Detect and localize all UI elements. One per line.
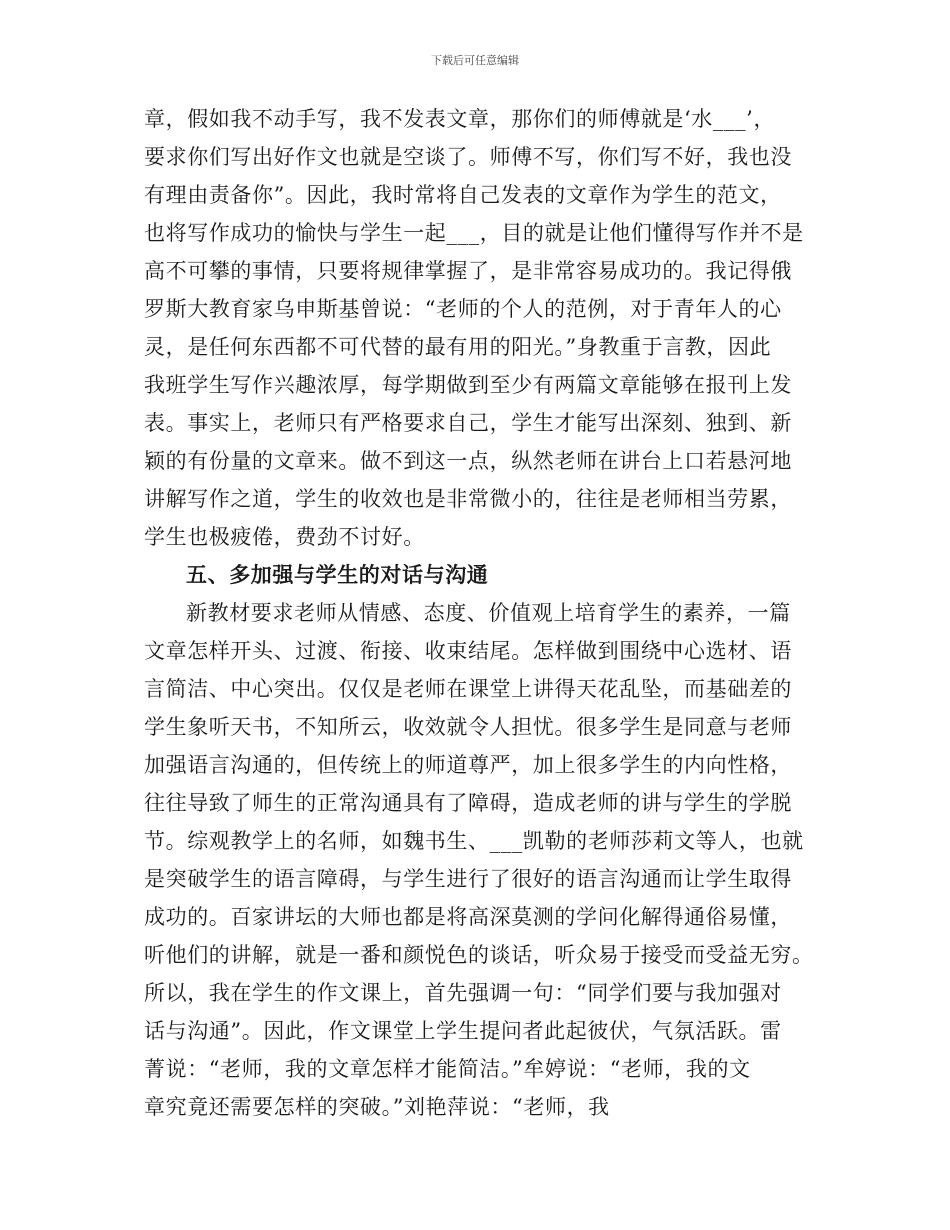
- text-line: 颖的有份量的文章来。做不到这一点，纵然老师在讲台上口若悬河地: [144, 449, 792, 473]
- text-line: 灵，是任何东西都不可代替的最有用的阳光。”身教重于言教，因此: [144, 335, 772, 359]
- text-line: 往往导致了师生的正常沟通具有了障碍，造成老师的讲与学生的学脱: [144, 791, 792, 815]
- text-line: 讲解写作之道，学生的收效也是非常微小的，往往是老师相当劳累，: [144, 487, 792, 511]
- section-heading: 五、多加强与学生的对话与沟通: [186, 563, 489, 587]
- text-line: 文章怎样开头、过渡、衔接、收束结尾。怎样做到围绕中心选材、语: [144, 639, 792, 663]
- text-line: 要求你们写出好作文也就是空谈了。师傅不写，你们写不好，我也没: [144, 145, 792, 169]
- text-line: 话与沟通”。因此，作文课堂上学生提问者此起彼伏，气氛活跃。雷: [144, 1019, 782, 1043]
- text-line: 菁说：“老师，我的文章怎样才能简洁。”牟婷说：“老师，我的文: [144, 1057, 751, 1081]
- text-line: 高不可攀的事情，只要将规律掌握了，是非常容易成功的。我记得俄: [144, 259, 792, 283]
- document-body: [144, 100, 824, 1126]
- text-line: 言简洁、中心突出。仅仅是老师在课堂上讲得天花乱坠，而基础差的: [144, 677, 792, 701]
- text-line: 章，假如我不动手写，我不发表文章，那你们的师傅就是‘水___’，: [144, 107, 776, 131]
- text-line: 听他们的讲解，就是一番和颜悦色的谈话，听众易于接受而受益无穷。: [144, 943, 814, 967]
- text-line: 成功的。百家讲坛的大师也都是将高深莫测的学问化解得通俗易懂，: [144, 905, 792, 929]
- text-line: 学生象听天书，不知所云，收效就令人担忧。很多学生是同意与老师: [144, 715, 792, 739]
- page-header-note: 下载后可任意编辑: [431, 54, 519, 67]
- text-line: 也将写作成功的愉快与学生一起___，目的就是让他们懂得写作并不是: [144, 221, 804, 245]
- text-line: 有理由责备你”。因此，我时常将自己发表的文章作为学生的范文，: [144, 183, 782, 207]
- text-line: 学生也极疲倦，费劲不讨好。: [144, 525, 425, 549]
- text-line: 我班学生写作兴趣浓厚，每学期做到至少有两篇文章能够在报刊上发: [144, 373, 792, 397]
- text-line: 所以，我在学生的作文课上，首先强调一句：“同学们要与我加强对: [144, 981, 782, 1005]
- text-line: 节。综观教学上的名师，如魏书生、___凯勒的老师莎莉文等人，也就: [144, 829, 804, 853]
- text-line: 章究竟还需要怎样的突破。”刘艳萍说：“老师，我: [144, 1095, 610, 1119]
- text-line: 是突破学生的语言障碍，与学生进行了很好的语言沟通而让学生取得: [144, 867, 792, 891]
- text-line: 表。事实上，老师只有严格要求自己，学生才能写出深刻、独到、新: [144, 411, 792, 435]
- text-line: 加强语言沟通的，但传统上的师道尊严，加上很多学生的内向性格，: [144, 753, 792, 777]
- text-line: 罗斯大教育家乌申斯基曾说：“老师的个人的范例，对于青年人的心: [144, 297, 782, 321]
- text-line: 新教材要求老师从情感、态度、价值观上培育学生的素养，一篇: [186, 601, 791, 625]
